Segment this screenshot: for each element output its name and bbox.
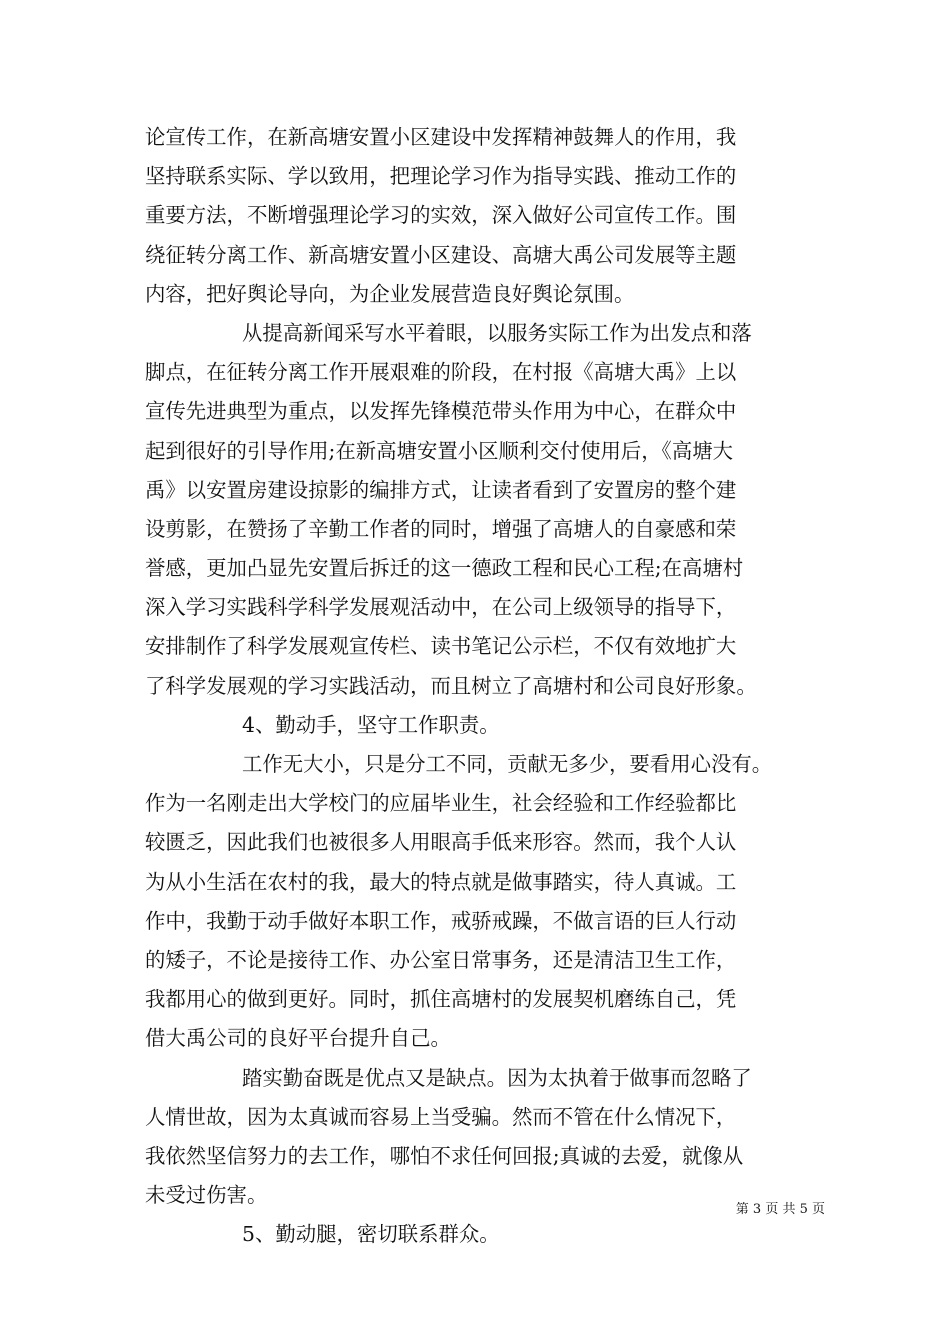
text-line: 作为一名刚走出大学校门的应届毕业生，社会经验和工作经验都比	[145, 791, 737, 816]
text-line: 的矮子，不论是接待工作、办公室日常事务，还是清洁卫生工作，	[145, 947, 737, 972]
text-line: 踏实勤奋既是优点又是缺点。因为太执着于做事而忽略了	[242, 1065, 752, 1090]
text-line: 较匮乏，因此我们也被很多人用眼高手低来形容。然而，我个人认	[145, 830, 737, 855]
text-line: 我依然坚信努力的去工作，哪怕不求任何回报;真诚的去爱，就像从	[145, 1143, 744, 1168]
text-line: 论宣传工作，在新高塘安置小区建设中发挥精神鼓舞人的作用，我	[145, 125, 737, 149]
text-line: 借大禹公司的良好平台提升自己。	[145, 1026, 451, 1051]
text-line: 设剪影，在赞扬了辛勤工作者的同时，增强了高塘人的自豪感和荣	[145, 516, 737, 541]
text-line: 禹》以安置房建设掠影的编排方式，让读者看到了安置房的整个建	[145, 477, 737, 502]
text-line: 坚持联系实际、学以致用，把理论学习作为指导实践、推动工作的	[145, 164, 737, 189]
text-line: 未受过伤害。	[145, 1183, 268, 1208]
text-line: 作中，我勤于动手做好本职工作，戒骄戒躁，不做言语的巨人行动	[145, 908, 737, 933]
text-line: 从提高新闻采写水平着眼，以服务实际工作为出发点和落	[242, 320, 752, 345]
page-number-footer: 第 3 页 共 5 页	[735, 1202, 825, 1217]
text-line: 工作无大小，只是分工不同，贡献无多少，要看用心没有。	[242, 752, 773, 776]
body-text	[145, 118, 825, 1254]
text-line: 4、勤动手，坚守工作职责。	[242, 712, 500, 737]
text-line: 内容，把好舆论导向，为企业发展营造良好舆论氛围。	[145, 281, 635, 306]
text-line: 绕征转分离工作、新高塘安置小区建设、高塘大禹公司发展等主题	[145, 242, 737, 267]
text-line: 宣传先进典型为重点，以发挥先锋模范带头作用为中心，在群众中	[145, 399, 737, 424]
text-line: 5、勤动腿，密切联系群众。	[242, 1222, 500, 1247]
text-line: 安排制作了科学发展观宣传栏、读书笔记公示栏，不仅有效地扩大	[145, 634, 737, 659]
text-line: 了科学发展观的学习实践活动，而且树立了高塘村和公司良好形象。	[145, 673, 757, 698]
text-line: 重要方法，不断增强理论学习的实效，深入做好公司宣传工作。围	[145, 203, 737, 228]
text-line: 脚点，在征转分离工作开展艰难的阶段，在村报《高塘大禹》上以	[145, 360, 737, 385]
text-line: 人情世故，因为太真诚而容易上当受骗。然而不管在什么情况下，	[145, 1104, 737, 1129]
text-line: 誉感，更加凸显先安置后拆迁的这一德政工程和民心工程;在高塘村	[145, 556, 744, 581]
text-line: 我都用心的做到更好。同时，抓住高塘村的发展契机磨练自己，凭	[145, 987, 737, 1012]
text-line: 起到很好的引导作用;在新高塘安置小区顺利交付使用后，《高塘大	[145, 438, 733, 463]
text-line: 深入学习实践科学科学发展观活动中，在公司上级领导的指导下，	[145, 595, 737, 620]
text-line: 为从小生活在农村的我，最大的特点就是做事踏实，待人真诚。工	[145, 869, 737, 894]
